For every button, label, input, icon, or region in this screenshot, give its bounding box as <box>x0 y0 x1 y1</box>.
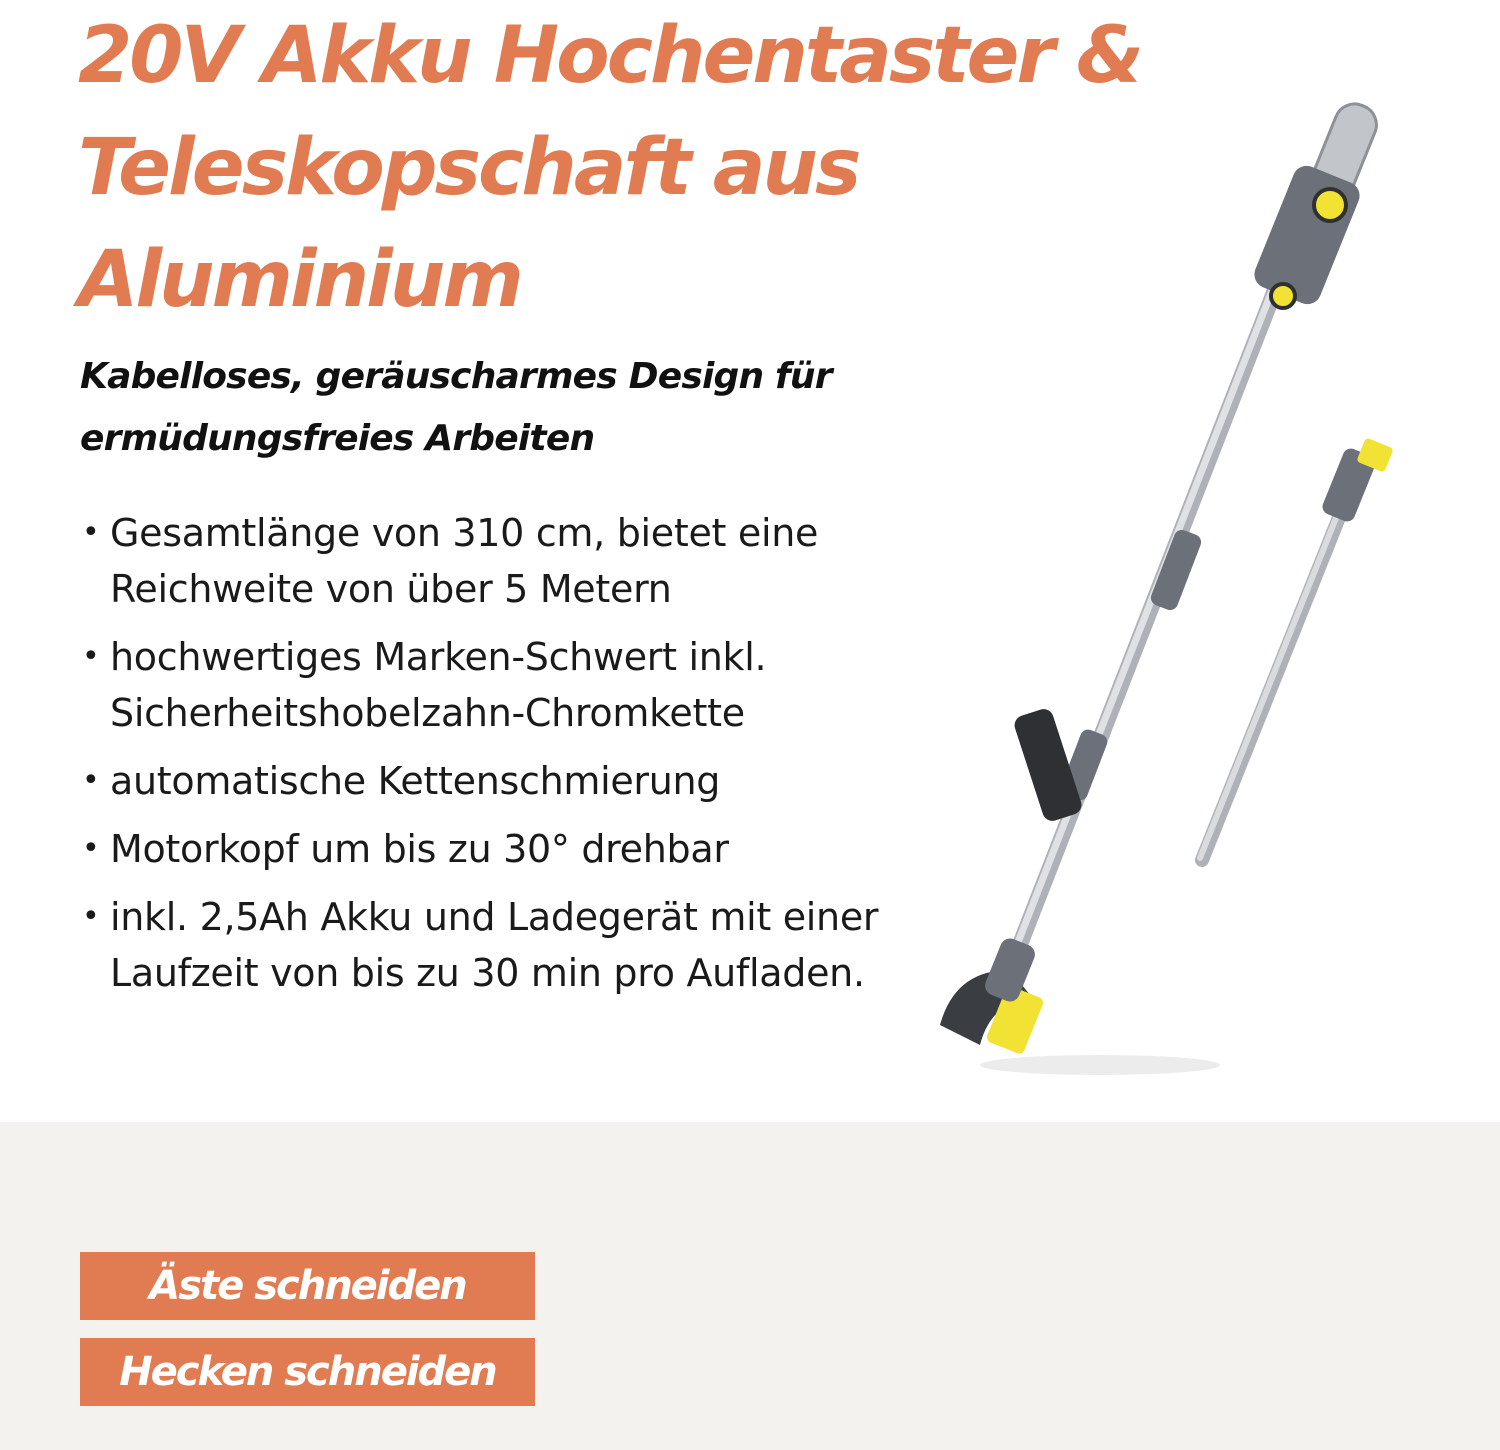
feature-item <box>80 753 940 809</box>
feature-item <box>80 889 940 1001</box>
extension-shaft-icon <box>1200 437 1394 860</box>
bullet: • <box>82 763 100 798</box>
feature-item <box>80 821 940 877</box>
feature-item <box>80 629 940 741</box>
tag-hecken-schneiden: Hecken schneiden <box>80 1338 535 1406</box>
bullet: • <box>82 899 100 934</box>
feature-text: inkl. 2,5Ah Akku und Ladegerät mit einer Laufzeit von bis zu 30 min pro Aufladen. <box>110 895 879 995</box>
bullet: • <box>82 831 100 866</box>
product-image <box>900 90 1460 1100</box>
subtitle: Kabelloses, geräuscharmes Design für ermüdungsfreies Arbeiten <box>80 356 832 459</box>
shadow-icon <box>980 1055 1220 1075</box>
feature-item <box>80 505 940 617</box>
feature-text: Gesamtlänge von 310 cm, bietet eine Reichweite von über 5 Metern <box>110 511 819 611</box>
page-title: 20V Akku Hochentaster & Teleskopschaft aus Aluminium <box>78 11 1142 325</box>
tag-aeste-schneiden: Äste schneiden <box>80 1252 535 1320</box>
bullet: • <box>82 639 100 674</box>
bullet: • <box>82 515 100 550</box>
feature-text: hochwertiges Marken-Schwert inkl. Sicherheitshobelzahn-Chromkette <box>110 635 767 735</box>
feature-text: Motorkopf um bis zu 30° drehbar <box>110 827 729 871</box>
feature-text: automatische Kettenschmierung <box>110 759 721 803</box>
feature-list <box>80 505 940 1013</box>
